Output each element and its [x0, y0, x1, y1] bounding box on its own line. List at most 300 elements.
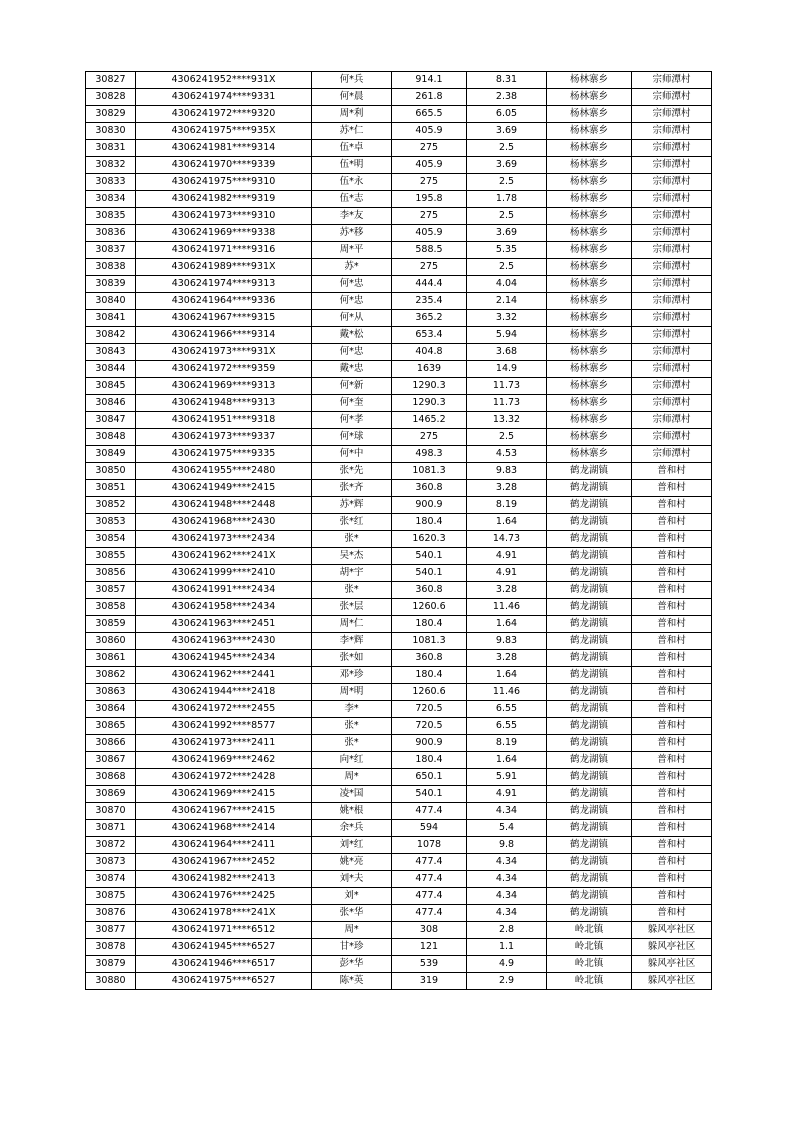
cell-village: 普和村: [632, 582, 712, 599]
cell-id-masked: 4306241992****8577: [136, 718, 312, 735]
table-row: [86, 820, 712, 837]
cell-village: 普和村: [632, 718, 712, 735]
table-row: [86, 684, 712, 701]
table-row: [86, 565, 712, 582]
cell-rate: 2.14: [467, 293, 547, 310]
table-row: [86, 174, 712, 191]
cell-rate: 9.83: [467, 633, 547, 650]
table-row: [86, 922, 712, 939]
cell-amount: 498.3: [392, 446, 467, 463]
cell-name: 姚*亮: [312, 854, 392, 871]
table-row: [86, 242, 712, 259]
cell-id-masked: 4306241963****2451: [136, 616, 312, 633]
cell-village: 宗师潭村: [632, 310, 712, 327]
cell-id-masked: 4306241962****241X: [136, 548, 312, 565]
cell-name: 何*球: [312, 429, 392, 446]
cell-rate: 13.32: [467, 412, 547, 429]
cell-id-masked: 4306241973****2411: [136, 735, 312, 752]
table-row: [86, 701, 712, 718]
cell-rate: 1.1: [467, 939, 547, 956]
cell-township: 鹤龙湖镇: [547, 667, 632, 684]
cell-amount: 1260.6: [392, 599, 467, 616]
table-row: [86, 293, 712, 310]
cell-township: 岭北镇: [547, 922, 632, 939]
cell-name: 周*明: [312, 684, 392, 701]
cell-rate: 9.8: [467, 837, 547, 854]
cell-seq: 30873: [86, 854, 136, 871]
cell-village: 普和村: [632, 820, 712, 837]
cell-rate: 5.35: [467, 242, 547, 259]
cell-rate: 11.46: [467, 684, 547, 701]
cell-township: 岭北镇: [547, 939, 632, 956]
cell-township: 鹤龙湖镇: [547, 837, 632, 854]
cell-name: 苏*: [312, 259, 392, 276]
cell-id-masked: 4306241972****9359: [136, 361, 312, 378]
cell-township: 鹤龙湖镇: [547, 752, 632, 769]
cell-seq: 30874: [86, 871, 136, 888]
cell-name: 周*利: [312, 106, 392, 123]
cell-seq: 30868: [86, 769, 136, 786]
cell-rate: 4.53: [467, 446, 547, 463]
cell-id-masked: 4306241982****2413: [136, 871, 312, 888]
cell-id-masked: 4306241948****9313: [136, 395, 312, 412]
records-table-body: [86, 72, 712, 990]
cell-amount: 275: [392, 174, 467, 191]
cell-village: 普和村: [632, 905, 712, 922]
cell-rate: 3.28: [467, 650, 547, 667]
table-row: [86, 837, 712, 854]
cell-name: 何*孝: [312, 412, 392, 429]
cell-seq: 30839: [86, 276, 136, 293]
cell-amount: 444.4: [392, 276, 467, 293]
cell-seq: 30828: [86, 89, 136, 106]
cell-township: 鹤龙湖镇: [547, 820, 632, 837]
cell-township: 杨林寨乡: [547, 310, 632, 327]
table-row: [86, 259, 712, 276]
cell-amount: 539: [392, 956, 467, 973]
cell-seq: 30872: [86, 837, 136, 854]
table-row: [86, 769, 712, 786]
cell-village: 宗师潭村: [632, 293, 712, 310]
cell-seq: 30844: [86, 361, 136, 378]
cell-amount: 1078: [392, 837, 467, 854]
cell-amount: 650.1: [392, 769, 467, 786]
cell-amount: 1465.2: [392, 412, 467, 429]
cell-id-masked: 4306241973****2434: [136, 531, 312, 548]
cell-village: 普和村: [632, 888, 712, 905]
cell-rate: 5.91: [467, 769, 547, 786]
cell-id-masked: 4306241975****935X: [136, 123, 312, 140]
cell-amount: 360.8: [392, 582, 467, 599]
table-row: [86, 905, 712, 922]
cell-township: 杨林寨乡: [547, 123, 632, 140]
cell-seq: 30863: [86, 684, 136, 701]
cell-name: 周*: [312, 769, 392, 786]
table-row: [86, 497, 712, 514]
cell-rate: 1.78: [467, 191, 547, 208]
cell-rate: 8.31: [467, 72, 547, 89]
cell-village: 普和村: [632, 752, 712, 769]
cell-id-masked: 4306241989****931X: [136, 259, 312, 276]
cell-seq: 30831: [86, 140, 136, 157]
cell-township: 杨林寨乡: [547, 412, 632, 429]
cell-amount: 360.8: [392, 480, 467, 497]
cell-rate: 3.28: [467, 582, 547, 599]
cell-name: 苏*仁: [312, 123, 392, 140]
cell-name: 刘*: [312, 888, 392, 905]
cell-seq: 30842: [86, 327, 136, 344]
cell-village: 宗师潭村: [632, 123, 712, 140]
cell-village: 普和村: [632, 616, 712, 633]
cell-township: 鹤龙湖镇: [547, 735, 632, 752]
cell-seq: 30878: [86, 939, 136, 956]
cell-id-masked: 4306241991****2434: [136, 582, 312, 599]
cell-rate: 5.4: [467, 820, 547, 837]
cell-id-masked: 4306241958****2434: [136, 599, 312, 616]
cell-amount: 477.4: [392, 803, 467, 820]
cell-village: 普和村: [632, 803, 712, 820]
records-table: [85, 71, 712, 990]
cell-name: 邓*珍: [312, 667, 392, 684]
cell-village: 宗师潭村: [632, 157, 712, 174]
cell-amount: 404.8: [392, 344, 467, 361]
cell-id-masked: 4306241964****9336: [136, 293, 312, 310]
cell-village: 普和村: [632, 854, 712, 871]
cell-seq: 30840: [86, 293, 136, 310]
table-row: [86, 429, 712, 446]
cell-name: 李*: [312, 701, 392, 718]
cell-seq: 30875: [86, 888, 136, 905]
cell-id-masked: 4306241978****241X: [136, 905, 312, 922]
cell-name: 张*: [312, 531, 392, 548]
cell-name: 彭*华: [312, 956, 392, 973]
cell-township: 鹤龙湖镇: [547, 684, 632, 701]
cell-id-masked: 4306241972****2455: [136, 701, 312, 718]
cell-amount: 540.1: [392, 548, 467, 565]
cell-seq: 30848: [86, 429, 136, 446]
cell-amount: 121: [392, 939, 467, 956]
table-row: [86, 786, 712, 803]
cell-village: 宗师潭村: [632, 395, 712, 412]
cell-amount: 1290.3: [392, 378, 467, 395]
table-row: [86, 344, 712, 361]
cell-seq: 30858: [86, 599, 136, 616]
cell-rate: 6.55: [467, 718, 547, 735]
cell-rate: 1.64: [467, 616, 547, 633]
table-row: [86, 276, 712, 293]
cell-id-masked: 4306241967****2415: [136, 803, 312, 820]
cell-amount: 665.5: [392, 106, 467, 123]
cell-name: 张*红: [312, 514, 392, 531]
cell-village: 宗师潭村: [632, 72, 712, 89]
cell-seq: 30846: [86, 395, 136, 412]
cell-name: 何*从: [312, 310, 392, 327]
table-row: [86, 310, 712, 327]
cell-name: 何*忠: [312, 276, 392, 293]
cell-rate: 2.5: [467, 174, 547, 191]
cell-name: 何*奎: [312, 395, 392, 412]
cell-seq: 30829: [86, 106, 136, 123]
table-row: [86, 531, 712, 548]
cell-rate: 11.73: [467, 378, 547, 395]
cell-amount: 275: [392, 208, 467, 225]
cell-township: 鹤龙湖镇: [547, 718, 632, 735]
cell-seq: 30830: [86, 123, 136, 140]
cell-name: 何*忠: [312, 344, 392, 361]
table-row: [86, 939, 712, 956]
cell-township: 鹤龙湖镇: [547, 854, 632, 871]
cell-township: 鹤龙湖镇: [547, 463, 632, 480]
cell-seq: 30870: [86, 803, 136, 820]
cell-name: 苏*移: [312, 225, 392, 242]
table-row: [86, 633, 712, 650]
cell-seq: 30853: [86, 514, 136, 531]
cell-amount: 477.4: [392, 888, 467, 905]
cell-rate: 4.34: [467, 871, 547, 888]
cell-rate: 9.83: [467, 463, 547, 480]
cell-seq: 30879: [86, 956, 136, 973]
cell-id-masked: 4306241976****2425: [136, 888, 312, 905]
cell-village: 宗师潭村: [632, 276, 712, 293]
cell-township: 鹤龙湖镇: [547, 616, 632, 633]
table-row: [86, 140, 712, 157]
cell-rate: 11.73: [467, 395, 547, 412]
cell-township: 鹤龙湖镇: [547, 786, 632, 803]
cell-rate: 3.69: [467, 123, 547, 140]
cell-name: 张*: [312, 718, 392, 735]
cell-township: 鹤龙湖镇: [547, 701, 632, 718]
cell-amount: 235.4: [392, 293, 467, 310]
cell-rate: 6.55: [467, 701, 547, 718]
cell-amount: 540.1: [392, 786, 467, 803]
cell-rate: 14.73: [467, 531, 547, 548]
cell-id-masked: 4306241981****9314: [136, 140, 312, 157]
cell-township: 杨林寨乡: [547, 344, 632, 361]
cell-seq: 30860: [86, 633, 136, 650]
table-row: [86, 395, 712, 412]
table-row: [86, 361, 712, 378]
cell-amount: 1260.6: [392, 684, 467, 701]
table-row: [86, 157, 712, 174]
table-row: [86, 582, 712, 599]
cell-township: 鹤龙湖镇: [547, 514, 632, 531]
cell-id-masked: 4306241999****2410: [136, 565, 312, 582]
cell-village: 宗师潭村: [632, 140, 712, 157]
cell-name: 周*平: [312, 242, 392, 259]
cell-name: 姚*根: [312, 803, 392, 820]
cell-village: 普和村: [632, 463, 712, 480]
cell-village: 普和村: [632, 837, 712, 854]
cell-amount: 588.5: [392, 242, 467, 259]
cell-village: 躲风亭社区: [632, 939, 712, 956]
cell-id-masked: 4306241974****9313: [136, 276, 312, 293]
cell-township: 杨林寨乡: [547, 225, 632, 242]
cell-seq: 30862: [86, 667, 136, 684]
cell-name: 何*忠: [312, 293, 392, 310]
cell-id-masked: 4306241962****2441: [136, 667, 312, 684]
cell-township: 杨林寨乡: [547, 191, 632, 208]
cell-rate: 2.9: [467, 973, 547, 990]
table-row: [86, 123, 712, 140]
cell-id-masked: 4306241982****9319: [136, 191, 312, 208]
cell-rate: 2.5: [467, 140, 547, 157]
cell-village: 宗师潭村: [632, 344, 712, 361]
cell-village: 宗师潭村: [632, 327, 712, 344]
cell-id-masked: 4306241971****6512: [136, 922, 312, 939]
cell-rate: 8.19: [467, 735, 547, 752]
cell-township: 杨林寨乡: [547, 361, 632, 378]
cell-name: 伍*明: [312, 157, 392, 174]
cell-name: 伍*永: [312, 174, 392, 191]
table-row: [86, 480, 712, 497]
cell-amount: 308: [392, 922, 467, 939]
table-row: [86, 412, 712, 429]
cell-township: 杨林寨乡: [547, 429, 632, 446]
cell-amount: 360.8: [392, 650, 467, 667]
cell-village: 宗师潭村: [632, 412, 712, 429]
cell-township: 鹤龙湖镇: [547, 633, 632, 650]
cell-township: 杨林寨乡: [547, 174, 632, 191]
cell-rate: 4.91: [467, 565, 547, 582]
cell-id-masked: 4306241973****931X: [136, 344, 312, 361]
cell-village: 普和村: [632, 633, 712, 650]
cell-seq: 30852: [86, 497, 136, 514]
cell-name: 何*新: [312, 378, 392, 395]
cell-township: 鹤龙湖镇: [547, 769, 632, 786]
cell-id-masked: 4306241972****2428: [136, 769, 312, 786]
cell-id-masked: 4306241968****2414: [136, 820, 312, 837]
table-row: [86, 208, 712, 225]
cell-seq: 30859: [86, 616, 136, 633]
cell-id-masked: 4306241975****6527: [136, 973, 312, 990]
cell-id-masked: 4306241974****9331: [136, 89, 312, 106]
cell-rate: 14.9: [467, 361, 547, 378]
cell-township: 鹤龙湖镇: [547, 650, 632, 667]
cell-rate: 4.34: [467, 888, 547, 905]
cell-amount: 195.8: [392, 191, 467, 208]
cell-township: 鹤龙湖镇: [547, 582, 632, 599]
cell-name: 何*兵: [312, 72, 392, 89]
cell-amount: 914.1: [392, 72, 467, 89]
cell-rate: 4.04: [467, 276, 547, 293]
cell-village: 普和村: [632, 769, 712, 786]
cell-seq: 30856: [86, 565, 136, 582]
cell-amount: 261.8: [392, 89, 467, 106]
cell-township: 杨林寨乡: [547, 106, 632, 123]
cell-rate: 3.32: [467, 310, 547, 327]
cell-township: 鹤龙湖镇: [547, 871, 632, 888]
cell-name: 周*: [312, 922, 392, 939]
cell-id-masked: 4306241951****9318: [136, 412, 312, 429]
cell-name: 戴*松: [312, 327, 392, 344]
table-row: [86, 888, 712, 905]
table-row: [86, 463, 712, 480]
table-row: [86, 871, 712, 888]
cell-township: 杨林寨乡: [547, 327, 632, 344]
table-row: [86, 548, 712, 565]
cell-village: 躲风亭社区: [632, 973, 712, 990]
table-row: [86, 514, 712, 531]
cell-id-masked: 4306241969****2462: [136, 752, 312, 769]
cell-village: 普和村: [632, 701, 712, 718]
cell-rate: 2.5: [467, 429, 547, 446]
cell-township: 鹤龙湖镇: [547, 548, 632, 565]
table-row: [86, 854, 712, 871]
cell-name: 何*中: [312, 446, 392, 463]
table-row: [86, 191, 712, 208]
cell-name: 陈*英: [312, 973, 392, 990]
cell-name: 甘*珍: [312, 939, 392, 956]
cell-township: 鹤龙湖镇: [547, 888, 632, 905]
cell-seq: 30835: [86, 208, 136, 225]
cell-amount: 180.4: [392, 667, 467, 684]
table-row: [86, 718, 712, 735]
cell-amount: 405.9: [392, 123, 467, 140]
cell-seq: 30836: [86, 225, 136, 242]
document-page: [85, 71, 711, 990]
cell-seq: 30843: [86, 344, 136, 361]
cell-rate: 4.34: [467, 854, 547, 871]
cell-id-masked: 4306241967****9315: [136, 310, 312, 327]
cell-amount: 1081.3: [392, 633, 467, 650]
table-row: [86, 72, 712, 89]
cell-village: 宗师潭村: [632, 208, 712, 225]
cell-seq: 30861: [86, 650, 136, 667]
table-row: [86, 89, 712, 106]
cell-id-masked: 4306241969****9313: [136, 378, 312, 395]
cell-village: 普和村: [632, 480, 712, 497]
cell-village: 宗师潭村: [632, 259, 712, 276]
cell-id-masked: 4306241952****931X: [136, 72, 312, 89]
cell-name: 周*仁: [312, 616, 392, 633]
cell-amount: 1290.3: [392, 395, 467, 412]
cell-seq: 30837: [86, 242, 136, 259]
cell-village: 普和村: [632, 684, 712, 701]
cell-township: 杨林寨乡: [547, 208, 632, 225]
cell-amount: 720.5: [392, 701, 467, 718]
cell-village: 宗师潭村: [632, 242, 712, 259]
cell-name: 向*红: [312, 752, 392, 769]
cell-name: 张*先: [312, 463, 392, 480]
cell-township: 鹤龙湖镇: [547, 803, 632, 820]
cell-village: 普和村: [632, 599, 712, 616]
cell-amount: 540.1: [392, 565, 467, 582]
table-row: [86, 667, 712, 684]
cell-name: 胡*宇: [312, 565, 392, 582]
cell-name: 张*: [312, 735, 392, 752]
cell-village: 普和村: [632, 531, 712, 548]
cell-rate: 4.9: [467, 956, 547, 973]
cell-township: 杨林寨乡: [547, 157, 632, 174]
table-row: [86, 599, 712, 616]
table-row: [86, 752, 712, 769]
cell-id-masked: 4306241944****2418: [136, 684, 312, 701]
table-row: [86, 803, 712, 820]
cell-amount: 720.5: [392, 718, 467, 735]
cell-name: 伍*卓: [312, 140, 392, 157]
cell-seq: 30851: [86, 480, 136, 497]
cell-name: 张*华: [312, 905, 392, 922]
cell-rate: 3.68: [467, 344, 547, 361]
cell-township: 杨林寨乡: [547, 293, 632, 310]
cell-id-masked: 4306241969****9338: [136, 225, 312, 242]
cell-village: 宗师潭村: [632, 191, 712, 208]
cell-seq: 30867: [86, 752, 136, 769]
cell-name: 苏*辉: [312, 497, 392, 514]
cell-rate: 4.34: [467, 803, 547, 820]
cell-id-masked: 4306241945****2434: [136, 650, 312, 667]
cell-name: 余*兵: [312, 820, 392, 837]
